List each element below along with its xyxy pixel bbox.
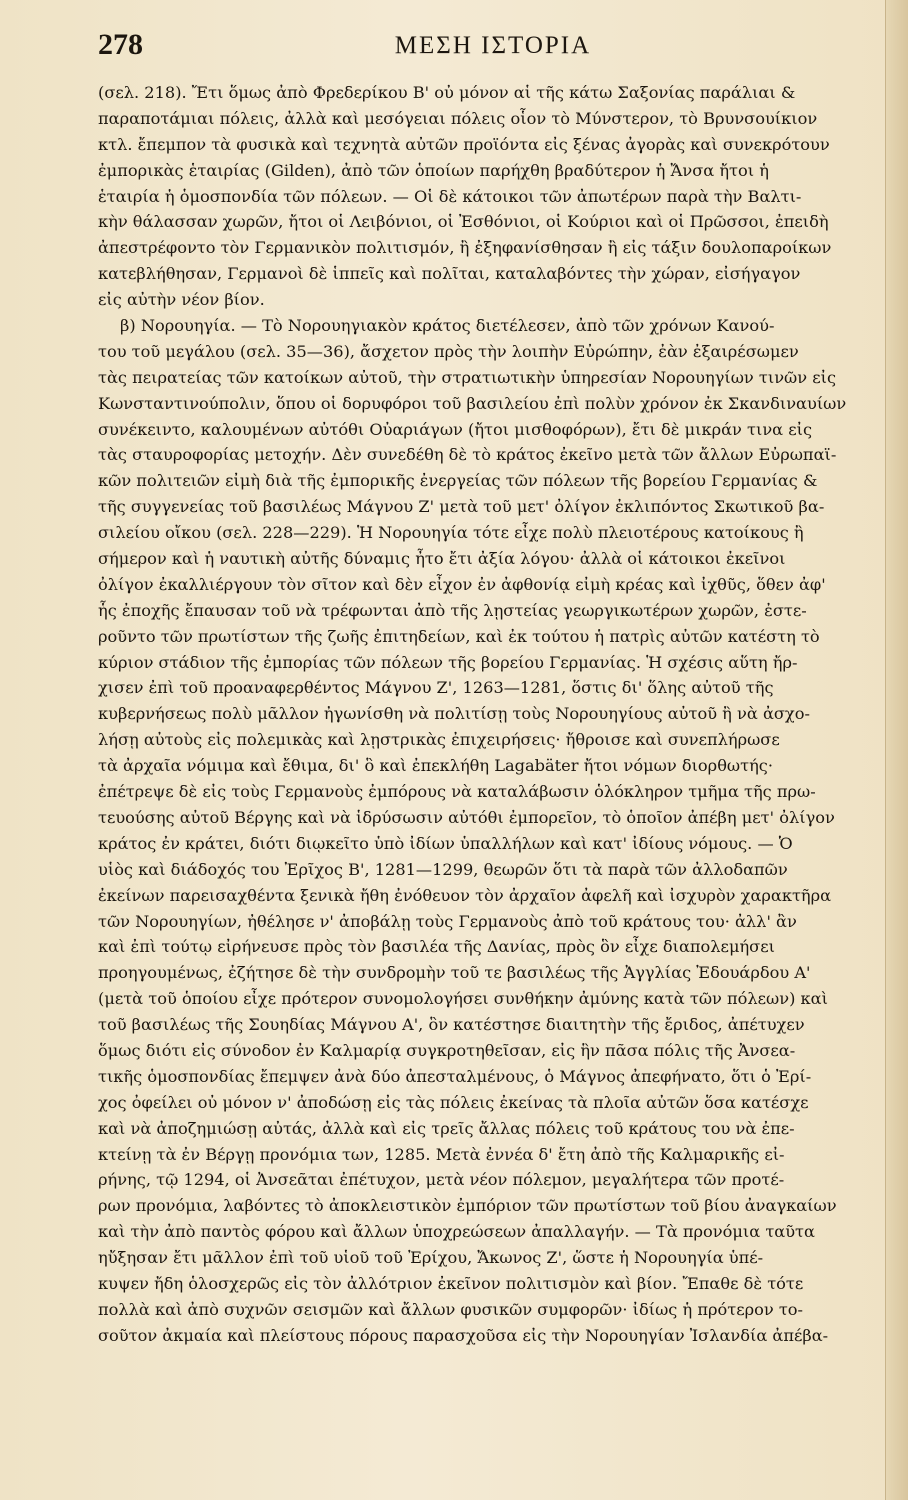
text-line: κὴν θάλασσαν χωρῶν, ἤτοι οἱ Λειβόνιοι, οἱ Ἐσθόνιοι, οἱ Κούριοι καὶ οἱ Πρῶσσοι, ἐπειδὴ bbox=[98, 212, 829, 232]
text-line: του τοῦ μεγάλου (σελ. 35—36), ἄσχετον πρὸς τὴν λοιπὴν Εὐρώπην, ἐὰν ἐξαιρέσωμεν bbox=[98, 341, 799, 361]
text-line: κτείνῃ τὰ ἐν Βέργῃ προνόμια των, 1285. Μετὰ ἐννέα δ' ἔτη ἀπὸ τῆς Καλμαρικῆς εἰ- bbox=[98, 1144, 785, 1164]
text-line: ρων προνόμια, λαβόντες τὸ ἀποκλειστικὸν ἐμπόριον τῶν πρωτίστων τοῦ βίου ἀναγκαίων bbox=[98, 1196, 837, 1216]
text-line: καὶ νὰ ἀποζημιώσῃ αὐτάς, ἀλλὰ καὶ εἰς τρεῖς ἄλλας πόλεις τοῦ κράτους του νὰ ἐπε- bbox=[98, 1118, 795, 1138]
text-line: χισεν ἐπὶ τοῦ προαναφερθέντος Μάγνου Ζ', 1263—1281, ὅστις δι' ὅλης αὐτοῦ τῆς bbox=[98, 678, 774, 698]
text-line: χος ὀφείλει οὐ μόνον ν' ἀποδώσῃ εἰς τὰς πόλεις ἐκείνας τὰ πλοῖα αὐτῶν ὅσα κατέσχε bbox=[98, 1092, 809, 1112]
text-line: ἑταιρία ἡ ὁμοσπονδία τῶν πόλεων. — Οἱ δὲ κάτοικοι τῶν ἀπωτέρων παρὰ τὴν Βαλτι- bbox=[98, 186, 802, 206]
page-edge bbox=[885, 0, 908, 1500]
text-line: σοῦτον ἀκμαία καὶ πλείστους πόρους παρασχοῦσα εἰς τὴν Νορουηγίαν Ἰσλανδία ἀπέβα- bbox=[98, 1325, 829, 1345]
text-line: προηγουμένως, ἐζήτησε δὲ τὴν συνδρομὴν τοῦ τε βασιλέως τῆς Ἀγγλίας Ἐδουάρδου Α' bbox=[98, 963, 811, 983]
text-line: κατεβλήθησαν, Γερμανοὶ δὲ ἱππεῖς καὶ πολῖται, καταλαβόντες τὴν χώραν, εἰσήγαγον bbox=[98, 264, 801, 284]
page-number: 278 bbox=[98, 28, 143, 61]
text-line: τικῆς ὁμοσπονδίας ἔπεμψεν ἀνὰ δύο ἀπεσταλμένους, ὁ Μάγνος ἀπεφήνατο, ὅτι ὁ Ἐρί- bbox=[98, 1066, 812, 1086]
text-line: ἐπέτρεψε δὲ εἰς τοὺς Γερμανοὺς ἐμπόρους νὰ καταλάβωσιν ὁλόκληρον τμῆμα τῆς πρω- bbox=[98, 782, 816, 802]
text-line: ηὔξησαν ἔτι μᾶλλον ἐπὶ τοῦ υἱοῦ τοῦ Ἐρίχου, Ἄκωνος Ζ', ὥστε ἡ Νορουηγία ὑπέ- bbox=[98, 1248, 764, 1268]
text-line: πολλὰ καὶ ἀπὸ συχνῶν σεισμῶν καὶ ἄλλων φυσικῶν συμφορῶν· ἰδίως ἡ πρότερον το- bbox=[98, 1299, 803, 1319]
running-title: ΜΕΣΗ ΙΣΤΟΡΙΑ bbox=[394, 32, 592, 59]
text-line: τὰς σταυροφορίας μετοχήν. Δὲν συνεδέθη δὲ τὸ κράτος ἐκεῖνο μετὰ τῶν ἄλλων Εὐρωπαϊ- bbox=[98, 445, 837, 465]
text-line: λήσῃ αὐτοὺς εἰς πολεμικὰς καὶ λῃστρικὰς ἐπιχειρήσεις· ἤθροισε καὶ συνεπλήρωσε bbox=[98, 730, 780, 750]
text-line: τῶν Νορουηγίων, ἠθέλησε ν' ἀποβάλῃ τοὺς Γερμανοὺς ἀπὸ τοῦ κράτους του· ἀλλ' ἂν bbox=[98, 911, 797, 931]
text-line: τῆς συγγενείας τοῦ βασιλέως Μάγνου Ζ' μετὰ τοῦ μετ' ὀλίγον ἐκλιπόντος Σκωτικοῦ βα- bbox=[98, 497, 825, 517]
text-line: ἐμπορικὰς ἑταιρίας (Gilden), ἀπὸ τῶν ὁποίων παρήχθη βραδύτερον ἡ Ἄνσα ἤτοι ἡ bbox=[98, 160, 769, 180]
page-header bbox=[98, 28, 888, 68]
text-line: κυψεν ἤδη ὁλοσχερῶς εἰς τὸν ἀλλότριον ἐκεῖνον πολιτισμὸν καὶ βίον. Ἔπαθε δὲ τότε bbox=[98, 1273, 804, 1293]
text-line: (μετὰ τοῦ ὁποίου εἶχε πρότερον συνομολογήσει συνθήκην ἀμύνης κατὰ τῶν πόλεων) καὶ bbox=[98, 989, 828, 1009]
text-line: κῶν πολιτειῶν εἰμὴ διὰ τῆς ἐμπορικῆς ἐνεργείας τῶν πόλεων τῆς βορείου Γερμανίας & bbox=[98, 471, 818, 491]
text-line: σήμερον καὶ ἡ ναυτικὴ αὐτῆς δύναμις ἦτο ἔτι ἀξία λόγου· ἀλλὰ οἱ κάτοικοι ἐκεῖνοι bbox=[98, 549, 786, 569]
text-line: κράτος ἐν κράτει, διότι διῳκεῖτο ὑπὸ ἰδίων ὑπαλλήλων καὶ κατ' ἰδίους νόμους. — Ὁ bbox=[98, 833, 793, 853]
text-line: καὶ τὴν ἀπὸ παντὸς φόρου καὶ ἄλλων ὑποχρεώσεων ἀπαλλαγήν. — Τὰ προνόμια ταῦτα bbox=[98, 1222, 815, 1242]
text-line: υἱὸς καὶ διάδοχός του Ἐρῖχος Β', 1281—1299, θεωρῶν ὅτι τὰ παρὰ τῶν ἀλλοδαπῶν bbox=[98, 859, 788, 879]
text-line: ἧς ἐποχῆς ἔπαυσαν τοῦ νὰ τρέφωνται ἀπὸ τῆς λῃστείας γεωργικωτέρων χωρῶν, ἐστε- bbox=[98, 600, 807, 620]
text-line: κύριον στάδιον τῆς ἐμπορίας τῶν πόλεων τῆς βορείου Γερμανίας. Ἡ σχέσις αὕτη ἤρ- bbox=[98, 652, 798, 672]
text-line: τὰς πειρατείας τῶν κατοίκων αὐτοῦ, τὴν στρατιωτικὴν ὑπηρεσίαν Νορουηγίων τινῶν εἰς bbox=[98, 367, 837, 387]
text-line: (σελ. 218). Ἔτι ὅμως ἀπὸ Φρεδερίκου Β' οὐ μόνον αἱ τῆς κάτω Σαξονίας παράλιαι & bbox=[98, 83, 796, 102]
text-line: τευούσης αὐτοῦ Βέργης καὶ νὰ ἱδρύσωσιν αὐτόθι ἐμπορεῖον, τὸ ὁποῖον ἀπέβη μετ' ὀλίγον bbox=[98, 807, 835, 827]
text-line: εἰς αὐτὴν νέον βίον. bbox=[98, 290, 265, 310]
text-line: παραποτάμιαι πόλεις, ἀλλὰ καὶ μεσόγειαι πόλεις οἷον τὸ Μύνστερον, τὸ Βρυνσουίκιον bbox=[98, 108, 818, 128]
text-line: καὶ ἐπὶ τούτῳ εἰρήνευσε πρὸς τὸν βασιλέα τῆς Δανίας, πρὸς ὃν εἶχε διαπολεμήσει bbox=[98, 937, 775, 957]
text-line: ὀλίγον ἐκαλλιέργουν τὸν σῖτον καὶ δὲν εἶχον ἐν ἀφθονίᾳ εἰμὴ κρέας καὶ ἰχθῦς, ὅθεν ἀφ' bbox=[98, 574, 826, 594]
text-line: Κωνσταντινούπολιν, ὅπου οἱ δορυφόροι τοῦ βασιλείου ἐπὶ πολὺν χρόνον ἐκ Σκανδιναυίων bbox=[98, 393, 847, 413]
text-line: ἀπεστρέφοντο τὸν Γερμανικὸν πολιτισμόν, ἢ ἐξηφανίσθησαν ἢ εἰς τάξιν δουλοπαροίκων bbox=[98, 238, 832, 258]
text-line: ροῦντο τῶν πρωτίστων τῆς ζωῆς ἐπιτηδείων, καὶ ἐκ τούτου ἡ πατρὶς αὐτῶν κατέστη τὸ bbox=[98, 626, 820, 646]
text-line: συνέκειντο, καλουμένων αὐτόθι Οὐαριάγων (ἤτοι μισθοφόρων), ἔτι δὲ μικράν τινα εἰς bbox=[98, 419, 813, 439]
text-line: σιλείου οἴκου (σελ. 228—229). Ἡ Νορουηγία τότε εἶχε πολὺ πλειοτέρους κατοίκους ἢ bbox=[98, 523, 804, 543]
text-line: κτλ. ἔπεμπον τὰ φυσικὰ καὶ τεχνητὰ αὐτῶν προϊόντα εἰς ξένας ἀγορὰς καὶ συνεκρότουν bbox=[98, 134, 830, 154]
text-line: ἐκείνων παρεισαχθέντα ξενικὰ ἤθη ἐνόθευον τὸν ἀρχαῖον ἀφελῆ καὶ ἰσχυρὸν χαρακτῆρα bbox=[98, 885, 832, 905]
text-line: κυβερνήσεως πολὺ μᾶλλον ἠγωνίσθη νὰ πολιτίσῃ τοὺς Νορουηγίους αὐτοῦ ἢ νὰ ἀσχο- bbox=[98, 704, 810, 724]
text-line: β) Νορουηγία. — Τὸ Νορουηγιακὸν κράτος διετέλεσεν, ἀπὸ τῶν χρόνων Κανού- bbox=[120, 316, 775, 336]
body-text bbox=[98, 80, 888, 1349]
text-line: τοῦ βασιλέως τῆς Σουηδίας Μάγνου Α', ὃν κατέστησε διαιτητὴν τῆς ἔριδος, ἀπέτυχεν bbox=[98, 1015, 805, 1035]
text-line: ὅμως διότι εἰς σύνοδον ἐν Καλμαρίᾳ συγκροτηθεῖσαν, εἰς ἣν πᾶσα πόλις τῆς Ἀνσεα- bbox=[98, 1040, 796, 1060]
text-line: ρήνης, τῷ 1294, οἱ Ἀνσεᾶται ἐπέτυχον, μετὰ νέον πόλεμον, μεγαλήτερα τῶν προτέ- bbox=[98, 1170, 785, 1190]
text-line: τὰ ἀρχαῖα νόμιμα καὶ ἔθιμα, δι' ὃ καὶ ἐπεκλήθη Lagabäter ἤτοι νόμων διορθωτής· bbox=[98, 756, 773, 776]
